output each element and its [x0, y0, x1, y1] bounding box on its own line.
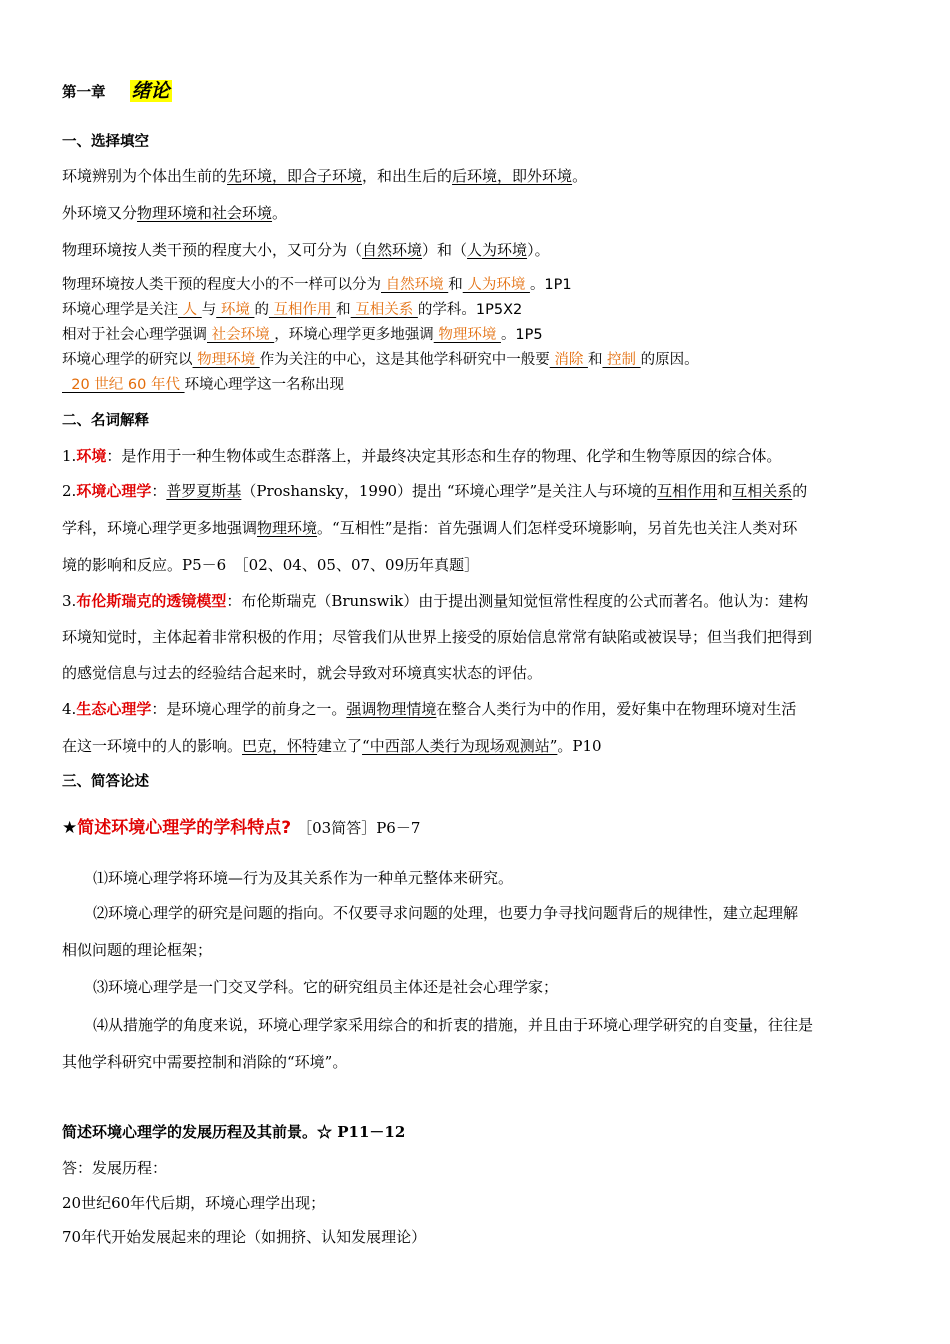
fill-blank-line-2: 外环境又分物理环境和社会环境。 — [62, 204, 288, 222]
fill-blank-line-7: 环境心理学的研究以 物理环境 作为关注的中心，这是其他学科研究中一般要 消除 和 控制 的原因。 — [62, 352, 699, 368]
star-icon: ★ — [62, 818, 78, 838]
answer-blank: 人 — [178, 302, 202, 318]
term-3-line-2: 环境知觉时，主体起着非常积极的作用；尽管我们从世界上接受的原始信息常常有缺陷或被误导；但当我们把得到 — [62, 628, 813, 646]
fill-blank-line-8: 20 世纪 60 年代 环境心理学这一名称出现 — [62, 377, 345, 393]
answer-blank: 物理环境 — [433, 327, 501, 343]
answer-blank: 消除 — [549, 352, 588, 368]
term-name: 生态心理学 — [76, 700, 152, 718]
answer-line-1: 答：发展历程： — [62, 1159, 168, 1177]
answer-blank: 人为环境 — [462, 277, 530, 293]
answer-blank: 自然环境 — [381, 277, 449, 293]
answer-blank: 20 世纪 60 年代 — [62, 377, 185, 393]
answer-blank: 互相关系 — [350, 302, 418, 318]
term-4-line-1: 4.生态心理学：是环境心理学的前身之一。强调物理情境在整合人类行为中的作用，爱好集中在物理环境对生活 — [62, 700, 797, 718]
chapter-heading — [62, 78, 172, 106]
answer-blank: 物理环境 — [192, 352, 260, 368]
answer-blank: 控制 — [602, 352, 641, 368]
answer-point-2-line-2: 相似问题的理论框架； — [62, 941, 213, 959]
answer-blank: 后环境，即外环境 — [452, 167, 573, 185]
chapter-label: 第一章 — [62, 85, 106, 101]
answer-point-3: ⑶环境心理学是一门交叉学科。它的研究组员主体还是社会心理学家； — [93, 978, 559, 996]
term-name: 环境 — [76, 447, 107, 465]
term-name: 环境心理学 — [76, 482, 152, 500]
answer-point-4-line-1: ⑷从措施学的角度来说，环境心理学家采用综合的和折衷的措施，并且由于环境心理学研究的自变量，往往是 — [93, 1016, 814, 1034]
answer-blank: 物理环境和社会环境 — [137, 204, 273, 222]
answer-blank: 人为环境 — [467, 241, 528, 259]
term-1: 1.环境：是作用于一种生物体或生态群落上，并最终决定其形态和生存的物理、化学和生物等原因的综合体。 — [62, 447, 782, 465]
term-2-line-1: 2.环境心理学：普罗夏斯基（Proshansky，1990）提出 “环境心理学”是关注人与环境的互相作用和互相关系的 — [62, 482, 808, 500]
answer-point-4-line-2: 其他学科研究中需要控制和消除的“环境”。 — [62, 1053, 348, 1071]
question-tag: ［03简答］P6－7 — [297, 819, 421, 837]
answer-line-3: 70年代开始发展起来的理论（如拥挤、认知发展理论） — [62, 1228, 427, 1246]
answer-blank: 先环境，即合子环境 — [227, 167, 363, 185]
question-1-heading — [62, 816, 420, 840]
question-title: 简述环境心理学的学科特点? — [77, 818, 292, 838]
fill-blank-line-4: 物理环境按人类干预的程度大小的不一样可以分为 自然环境 和 人为环境 。1P1 — [62, 277, 572, 293]
term-3-line-1: 3.布伦斯瑞克的透镜模型：布伦斯瑞克（Brunswik）由于提出测量知觉恒常性程度的公式而著名。他认为：建构 — [62, 592, 809, 610]
term-name: 布伦斯瑞克的透镜模型 — [76, 592, 227, 610]
chapter-title: 绪论 — [131, 80, 170, 102]
term-2-line-2: 学科，环境心理学更多地强调物理环境。“互相性”是指：首先强调人们怎样受环境影响，另首先也关注人类对环 — [62, 519, 798, 537]
answer-blank: 社会环境 — [207, 327, 275, 343]
answer-line-2: 20世纪60年代后期，环境心理学出现； — [62, 1194, 326, 1212]
section-heading-fill-blank: 一、选择填空 — [62, 134, 149, 150]
answer-blank: 环境 — [216, 302, 255, 318]
question-2-heading: 简述环境心理学的发展历程及其前景。☆ P11－12 — [62, 1123, 406, 1141]
answer-blank: 互相作用 — [268, 302, 337, 318]
term-2-line-3: 境的影响和反应。P5－6 ［02、04、05、07、09历年真题］ — [62, 556, 480, 574]
answer-blank: 自然环境 — [362, 241, 423, 259]
term-4-line-2: 在这一环境中的人的影响。巴克，怀特建立了“中西部人类行为现场观测站”。P10 — [62, 737, 602, 755]
answer-point-2-line-1: ⑵环境心理学的研究是问题的指向。不仅要寻求问题的处理，也要力争寻找问题背后的规律性，建立起理解 — [93, 904, 799, 922]
fill-blank-line-5: 环境心理学是关注 人 与 环境 的 互相作用 和 互相关系 的学科。1P5X2 — [62, 302, 523, 318]
fill-blank-line-6: 相对于社会心理学强调 社会环境 ，环境心理学更多地强调 物理环境 。1P5 — [62, 327, 543, 343]
section-heading-short-answer: 三、简答论述 — [62, 774, 149, 790]
section-heading-terms: 二、名词解释 — [62, 413, 149, 429]
fill-blank-line-3: 物理环境按人类干预的程度大小，又可分为（自然环境）和（人为环境）。 — [62, 241, 550, 259]
answer-point-1: ⑴环境心理学将环境—行为及其关系作为一种单元整体来研究。 — [93, 869, 514, 887]
term-3-line-3: 的感觉信息与过去的经验结合起来时，就会导致对环境真实状态的评估。 — [62, 664, 543, 682]
fill-blank-line-1: 环境辨别为个体出生前的先环境，即合子环境，和出生后的后环境，即外环境。 — [62, 167, 588, 185]
